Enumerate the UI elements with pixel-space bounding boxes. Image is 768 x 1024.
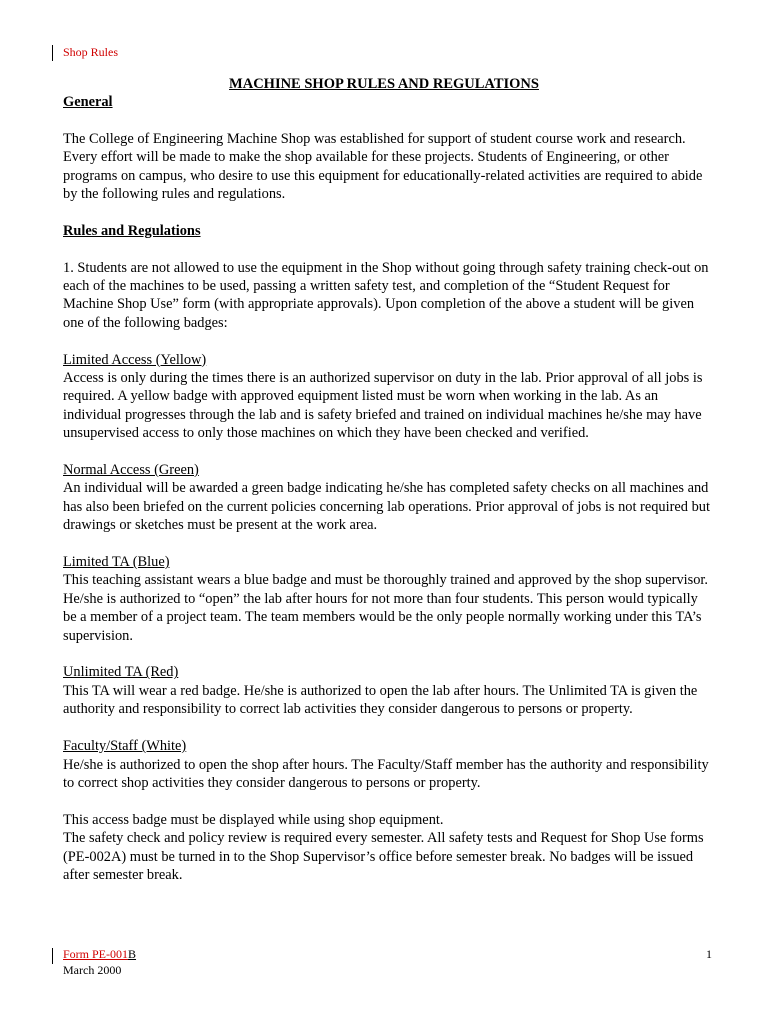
- document-title: MACHINE SHOP RULES AND REGULATIONS: [229, 76, 539, 92]
- badge-text-faculty-staff: He/she is authorized to open the shop after hours. The Faculty/Staff member has the authority and responsibility to correct shop activities they consider dangerous to persons or property.: [63, 756, 709, 791]
- change-bar: [52, 45, 53, 61]
- rule-item-1: 1. Students are not allowed to use the equipment in the Shop without going through safety training check-out on each of the machines to be used, passing a written safety test, and completion of the “Student Request for Machine Shop Use” form (with appropriate approvals). Upon completion of the above a student will be given one of the following badges:: [63, 259, 709, 331]
- document-body: [63, 93, 713, 884]
- closing-line-1: This access badge must be displayed while using shop equipment.: [63, 811, 444, 828]
- badge-text-limited-ta: This teaching assistant wears a blue badge and must be thoroughly trained and approved by the shop supervisor. He/she is authorized to “open” the lab after hours for not more than four students. This person would typically be a member of a project team. The team members would be the only people normally working under this TA’s supervision.: [63, 572, 709, 644]
- page-number: 1: [706, 947, 712, 961]
- page-footer: [52, 946, 712, 980]
- closing-line-2: The safety check and policy review is required every semester. All safety tests and Request for Shop Use forms (PE-002A) must be turned in to the Shop Supervisor’s office before semester break. No badges will be issued after semester break.: [63, 830, 704, 883]
- badge-text-limited-access: Access is only during the times there is an authorized supervisor on duty in the lab. Prior approval of all jobs is required. A yellow badge with approved equipment listed must be worn when working in the lab. As an individual progresses through the lab and is safety briefed and trained on individual machines he/she may have unsupervised access to only those machines on which they have been checked and verified.: [63, 370, 703, 442]
- badge-title-unlimited-ta: Unlimited TA (Red): [63, 664, 179, 681]
- footer-date: March 2000: [63, 963, 122, 977]
- badge-title-normal-access: Normal Access (Green): [63, 462, 199, 479]
- badge-text-unlimited-ta: This TA will wear a red badge. He/she is authorized to open the lab after hours. The Unlimited TA is given the authority and responsibility to correct lab activities they consider dangerous to persons or property.: [63, 682, 698, 718]
- section-heading-rules: Rules and Regulations: [63, 222, 201, 239]
- badge-title-faculty-staff: Faculty/Staff (White): [63, 738, 187, 755]
- change-bar: [52, 948, 53, 964]
- header-label: Shop Rules: [63, 45, 119, 59]
- form-number-suffix: B: [128, 947, 137, 961]
- general-paragraph: The College of Engineering Machine Shop was established for support of student course work and research. Every effort will be made to make the shop available for these projects. Students of Engineering, or other programs on campus, who desire to use this equipment for educationally-related activities are required to abide by the following rules and regulations.: [63, 130, 703, 203]
- badge-text-normal-access: An individual will be awarded a green badge indicating he/she has completed safety checks on all machines and has also been briefed on the current policies concerning lab operations. Prior approval of jobs is not required but drawings or sketches must be present at the work area.: [63, 480, 710, 534]
- badge-title-limited-ta: Limited TA (Blue): [63, 554, 170, 571]
- section-heading-general: General: [63, 94, 113, 110]
- badge-title-limited-access: Limited Access (Yellow): [63, 351, 207, 368]
- form-number-red: Form PE-001: [63, 947, 129, 961]
- form-number: [63, 947, 136, 962]
